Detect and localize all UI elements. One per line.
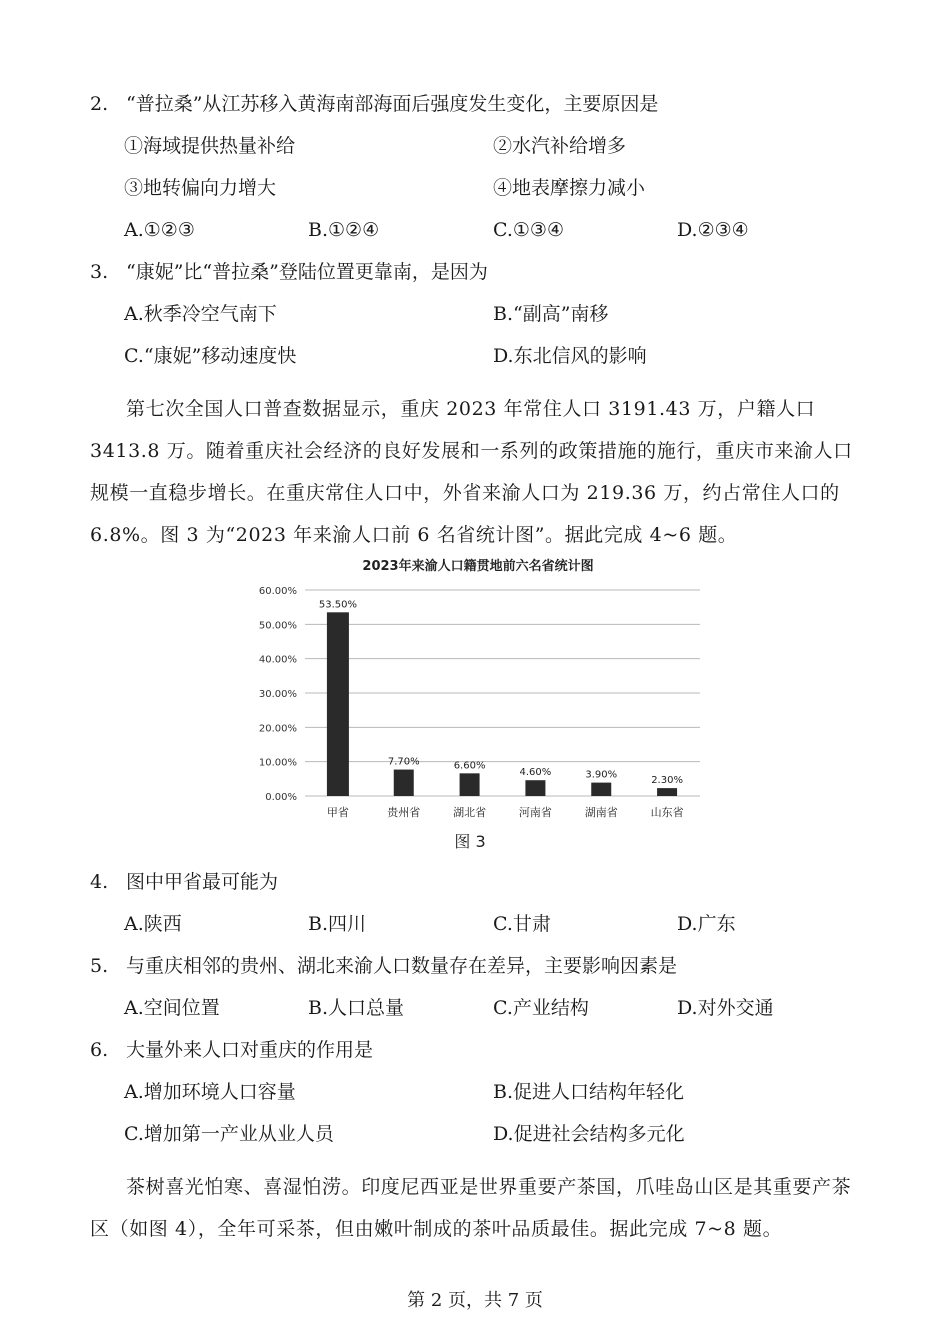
bar-3 xyxy=(525,780,545,796)
q4-option-c: C.甘肃 xyxy=(493,913,551,935)
bar-value-label: 3.90% xyxy=(585,769,618,781)
chart-svg xyxy=(245,548,715,858)
q3-option-a: A.秋季冷空气南下 xyxy=(124,303,277,325)
q4-option-a: A.陕西 xyxy=(124,913,182,935)
bar-5 xyxy=(657,788,677,796)
x-tick-label: 河南省 xyxy=(518,806,552,819)
population-bar-chart xyxy=(245,548,715,858)
question-6-stem: 6. 大量外来人口对重庆的作用是 xyxy=(90,1039,374,1061)
page-footer: 第 2 页，共 7 页 xyxy=(407,1290,543,1311)
chart-gridlines xyxy=(305,590,700,796)
y-tick-label: 50.00% xyxy=(258,620,297,632)
q2-option-c: C.①③④ xyxy=(493,219,564,241)
question-2-stem: 2. “普拉桑”从江苏移入黄海南部海面后强度发生变化，主要原因是 xyxy=(90,93,659,115)
bar-4 xyxy=(591,783,611,796)
y-tick-label: 40.00% xyxy=(258,654,297,666)
passage-population: 第七次全国人口普查数据显示，重庆 2023 年常住人口 3191.43 万，户籍人口 3413.8 万。随着重庆社会经济的良好发展和一系列的政策措施的施行，重庆市来渝人口规模一直稳步增长。在重庆常住人口中，外省来渝人口为 219.36 万，约占常住人口的 6.8%。图 3 为“2023 年来渝人口前 6 名省统计图”。据此完成 4~6 题。 xyxy=(90,398,853,546)
q2-statement-2: ②水汽补给增多 xyxy=(493,135,627,157)
bar-value-label: 7.70% xyxy=(387,756,420,768)
q2-option-d: D.②③④ xyxy=(677,219,749,241)
chart-y-ticks xyxy=(259,586,297,803)
question-number: 6. xyxy=(90,1039,109,1061)
bar-2 xyxy=(460,773,480,796)
q5-option-c: C.产业结构 xyxy=(493,997,589,1019)
q2-option-a: A.①②③ xyxy=(124,219,195,241)
chart-bars xyxy=(319,599,683,796)
y-tick-label: 10.00% xyxy=(258,757,297,769)
question-number: 3. xyxy=(90,261,109,283)
q5-option-d: D.对外交通 xyxy=(677,997,774,1019)
y-tick-label: 20.00% xyxy=(258,723,297,735)
question-number: 4. xyxy=(90,871,109,893)
q5-option-a: A.空间位置 xyxy=(124,997,220,1019)
q3-option-d: D.东北信风的影响 xyxy=(493,345,647,367)
q4-option-d: D.广东 xyxy=(677,913,736,935)
q6-option-c: C.增加第一产业从业人员 xyxy=(124,1123,334,1145)
y-tick-label: 0.00% xyxy=(265,792,297,803)
bar-value-label: 6.60% xyxy=(453,760,486,772)
x-tick-label: 贵州省 xyxy=(387,806,421,819)
x-tick-label: 湖南省 xyxy=(584,806,618,819)
q6-option-b: B.促进人口结构年轻化 xyxy=(493,1081,685,1103)
q2-statement-1: ①海域提供热量补给 xyxy=(124,135,296,157)
q6-option-d: D.促进社会结构多元化 xyxy=(493,1123,685,1145)
bar-value-label: 4.60% xyxy=(519,767,552,779)
question-5-stem: 5. 与重庆相邻的贵州、湖北来渝人口数量存在差异，主要影响因素是 xyxy=(90,955,678,977)
bar-value-label: 53.50% xyxy=(318,599,357,611)
q2-statement-3: ③地转偏向力增大 xyxy=(124,177,277,199)
bar-0 xyxy=(327,612,349,796)
q3-option-c: C.“康妮”移动速度快 xyxy=(124,345,297,367)
chart-title: 2023年来渝人口籍贯地前六名省统计图 xyxy=(362,559,594,574)
chart-caption: 图 3 xyxy=(454,832,486,851)
q6-option-a: A.增加环境人口容量 xyxy=(124,1081,296,1103)
question-4-stem: 4. 图中甲省最可能为 xyxy=(90,871,279,893)
passage-tea: 茶树喜光怕寒、喜湿怕涝。印度尼西亚是世界重要产茶国，爪哇岛山区是其重要产茶区（如图 4），全年可采茶，但由嫩叶制成的茶叶品质最佳。据此完成 7~8 题。 xyxy=(90,1176,852,1240)
q2-statement-4: ④地表摩擦力减小 xyxy=(493,177,646,199)
q5-option-b: B.人口总量 xyxy=(308,997,405,1019)
y-tick-label: 60.00% xyxy=(258,586,297,597)
x-tick-label: 山东省 xyxy=(650,806,684,819)
q3-option-b: B.“副高”南移 xyxy=(493,303,609,325)
q4-option-b: B.四川 xyxy=(308,913,367,935)
y-tick-label: 30.00% xyxy=(258,689,297,700)
q2-option-b: B.①②④ xyxy=(308,219,380,241)
question-number: 5. xyxy=(90,955,109,977)
chart-x-ticks xyxy=(327,805,684,819)
bar-value-label: 2.30% xyxy=(651,775,683,787)
question-number: 2. xyxy=(90,93,109,115)
bar-1 xyxy=(394,770,414,796)
x-tick-label: 湖北省 xyxy=(453,806,487,819)
question-3-stem: 3. “康妮”比“普拉桑”登陆位置更靠南，是因为 xyxy=(90,261,488,283)
x-tick-label: 甲省 xyxy=(326,806,349,819)
